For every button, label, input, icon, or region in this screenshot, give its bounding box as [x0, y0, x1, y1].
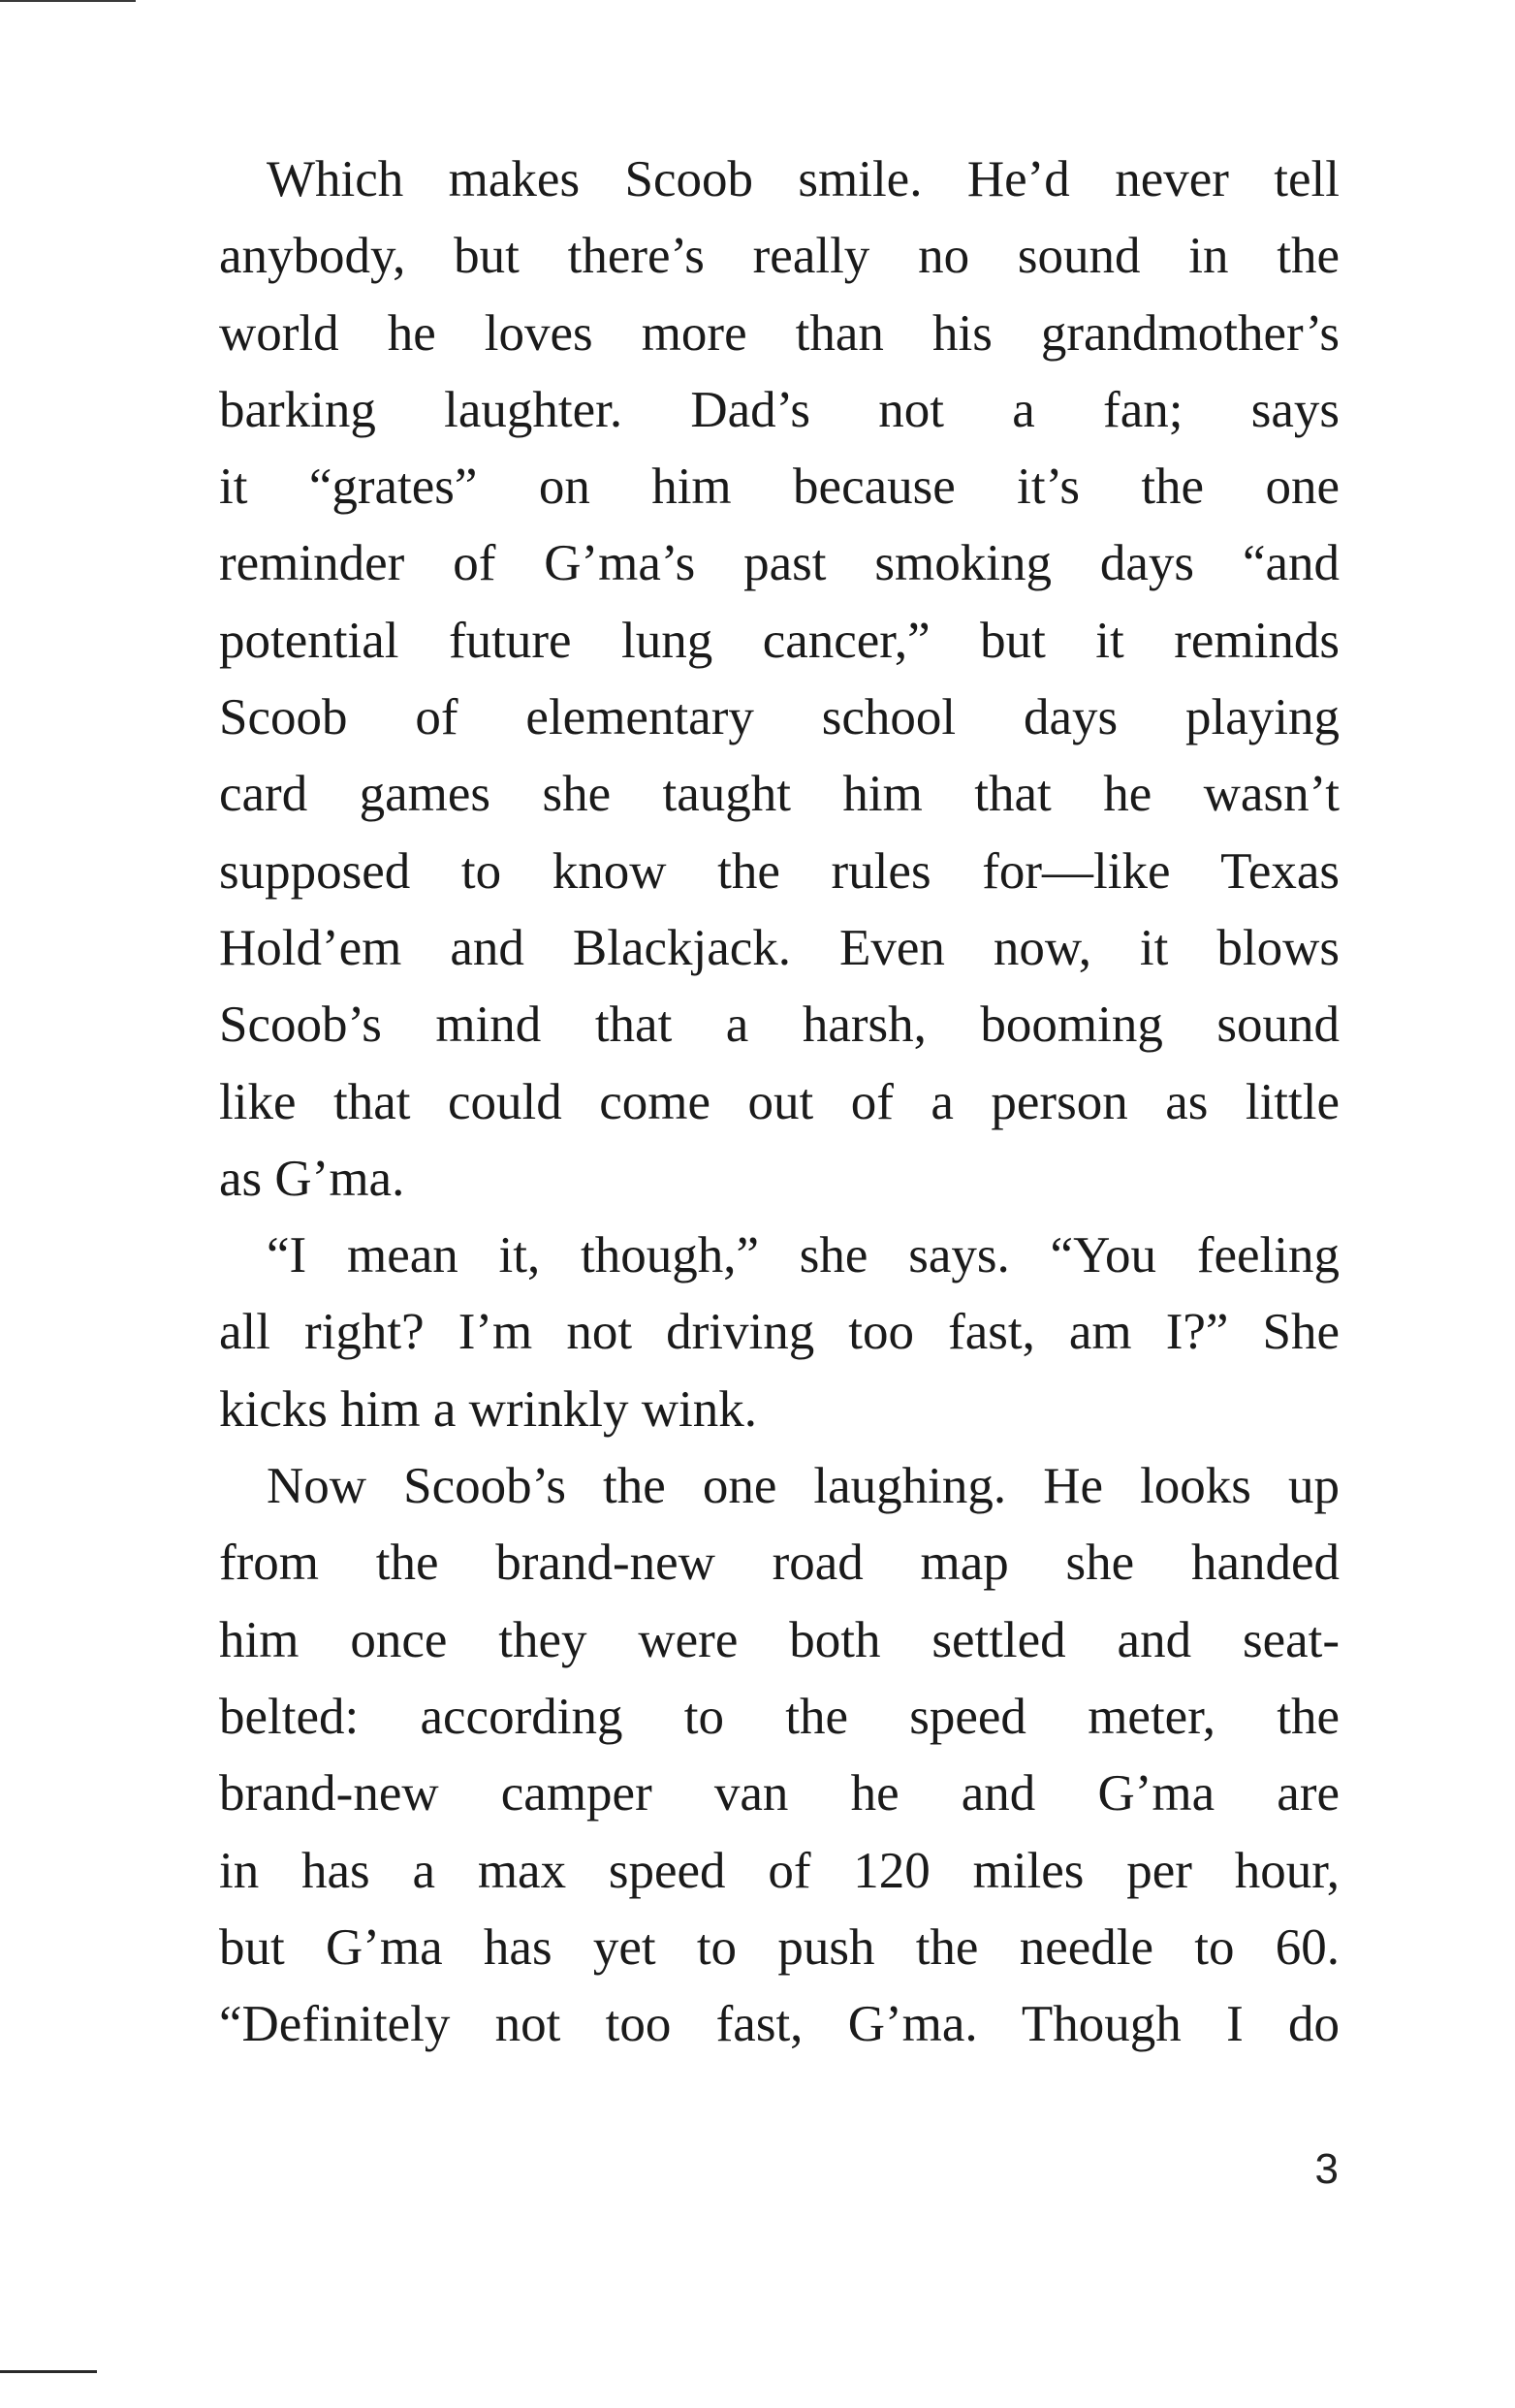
text-line: Scoob’s mind that a harsh, booming sound	[219, 997, 1340, 1054]
text-line: barking laughter. Dad’s not a fan; says	[219, 381, 1340, 438]
text-line: reminder of G’ma’s past smoking days “and	[219, 535, 1340, 592]
text-line: world he loves more than his grandmother’s	[219, 304, 1340, 362]
text-line: brand-new camper van he and G’ma are	[219, 1765, 1340, 1822]
text-line: him once they were both settled and seat-	[219, 1611, 1340, 1668]
text-line: all right? I’m not driving too fast, am I?” She	[219, 1304, 1340, 1361]
text-line: “I mean it, though,” she says. “You feeling	[267, 1227, 1340, 1284]
text-line: Which makes Scoob smile. He’d never tell	[267, 151, 1340, 207]
scan-edge-top	[0, 0, 136, 2]
text-line: “Definitely not too fast, G’ma. Though I do	[219, 1996, 1340, 2053]
text-line: card games she taught him that he wasn’t	[219, 766, 1340, 823]
text-line: belted: according to the speed meter, the	[219, 1688, 1340, 1745]
text-line: like that could come out of a person as little	[219, 1073, 1340, 1130]
body-text	[219, 142, 1340, 2063]
text-line: in has a max speed of 120 miles per hour,	[219, 1842, 1340, 1899]
text-line: from the brand-new road map she handed	[219, 1535, 1340, 1592]
text-line: Hold’em and Blackjack. Even now, it blows	[219, 919, 1340, 976]
text-line: potential future lung cancer,” but it reminds	[219, 612, 1340, 669]
scan-edge-bottom	[0, 2370, 97, 2373]
text-line: anybody, but there’s really no sound in the	[219, 228, 1340, 285]
text-line: but G’ma has yet to push the needle to 60.	[219, 1918, 1340, 1976]
text-line: Scoob of elementary school days playing	[219, 689, 1340, 746]
text-line: as G’ma.	[219, 1150, 405, 1207]
text-line: kicks him a wrinkly wink.	[219, 1380, 757, 1438]
text-line: it “grates” on him because it’s the one	[219, 459, 1340, 516]
page-number: 3	[1314, 2145, 1339, 2193]
text-line: Now Scoob’s the one laughing. He looks up	[267, 1458, 1340, 1515]
text-line: supposed to know the rules for—like Texas	[219, 842, 1340, 900]
